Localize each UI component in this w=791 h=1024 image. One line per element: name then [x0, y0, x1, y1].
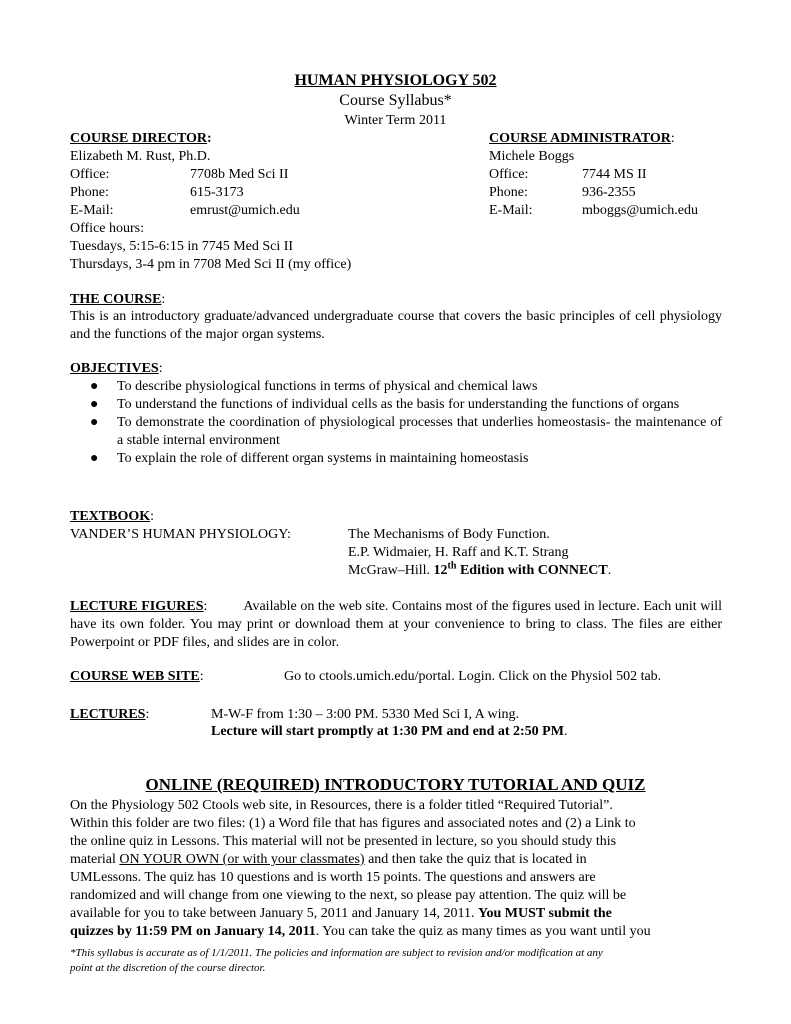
textbook-heading: TEXTBOOK:: [70, 509, 155, 524]
office-hours-thursday: Thursdays, 3-4 pm in 7708 Med Sci II (my office): [70, 257, 352, 272]
administrator-phone: 936-2355: [582, 185, 636, 200]
objectives-heading: OBJECTIVES:: [70, 361, 163, 376]
objective-item: ● To demonstrate the coordination of physiological processes that underlies homeostasis- the maintenance of a stable internal environment: [90, 415, 722, 448]
objective-item: ● To explain the role of different organ systems in maintaining homeostasis: [90, 451, 529, 466]
office-hours-tuesday: Tuesdays, 5:15-6:15 in 7745 Med Sci II: [70, 239, 294, 254]
administrator-email: mboggs@umich.edu: [582, 203, 698, 218]
bullet-icon: ●: [90, 379, 99, 394]
objectives-list: [70, 378, 722, 468]
lectures-heading: LECTURES:: [70, 707, 150, 722]
administrator-name: Michele Boggs: [489, 149, 575, 164]
document-title: HUMAN PHYSIOLOGY 502: [294, 72, 497, 89]
objective-item: ● To describe physiological functions in terms of physical and chemical laws: [90, 379, 538, 394]
director-name: Elizabeth M. Rust, Ph.D.: [70, 149, 211, 164]
tutorial-line: Within this folder are two files: (1) a Word file that has figures and associated notes and (2) a Link to: [70, 816, 636, 831]
lectures-schedule: M-W-F from 1:30 – 3:00 PM. 5330 Med Sci I, A wing.: [211, 707, 520, 722]
tutorial-line: the online quiz in Lessons. This material will not be presented in lecture, so you should study this: [70, 834, 617, 849]
lectures-note: Lecture will start promptly at 1:30 PM and end at 2:50 PM.: [211, 724, 568, 739]
tutorial-line: quizzes by 11:59 PM on January 14, 2011. You can take the quiz as many times as you want until you: [70, 924, 651, 939]
director-heading: COURSE DIRECTOR:: [70, 131, 212, 146]
director-office-label: Office:: [70, 167, 110, 182]
director-email: emrust@umich.edu: [190, 203, 300, 218]
textbook-authors: E.P. Widmaier, H. Raff and K.T. Strang: [348, 545, 569, 560]
tutorial-line: randomized and will change from one viewing to the next, so please pay attention. The quiz will be: [70, 888, 627, 903]
director-phone: 615-3173: [190, 185, 244, 200]
lecture-figures-section: LECTURE FIGURES: Available on the web site. Contains most of the figures used in lecture. Each unit will have its own folder. You may print or download them at your convenience to bring to class. The files are either Powerpoint or PDF files, and slides are in color.: [70, 599, 723, 650]
director-email-label: E-Mail:: [70, 203, 114, 218]
tutorial-heading: ONLINE (REQUIRED) INTRODUCTORY TUTORIAL AND QUIZ: [145, 775, 646, 794]
bullet-icon: ●: [90, 397, 99, 412]
lecture-figures-text: Available on the web site. Contains most of the figures used in lecture. Each unit will have its own folder. You may print or download them at your convenience to bring to class. The files are either Powerpoint or PDF files, and slides are in color.: [70, 599, 723, 650]
tutorial-line: On the Physiology 502 Ctools web site, in Resources, there is a folder titled “Required Tutorial”.: [70, 798, 613, 813]
course-heading: THE COURSE:: [70, 292, 166, 307]
tutorial-body: [70, 797, 730, 941]
lecture-figures-heading: LECTURE FIGURES: [70, 599, 204, 614]
course-description: This is an introductory graduate/advanced undergraduate course that covers the basic principles of cell physiology and the functions of the major organ systems.: [70, 309, 722, 342]
objective-item: ● To understand the functions of individual cells as the basis for understanding the functions of organs: [90, 397, 680, 412]
director-phone-label: Phone:: [70, 185, 109, 200]
document-subtitle: Course Syllabus*: [339, 92, 452, 109]
term-label: Winter Term 2011: [344, 113, 447, 128]
textbook-edition: McGraw–Hill. 12th Edition with CONNECT.: [348, 560, 612, 578]
director-office: 7708b Med Sci II: [190, 167, 289, 182]
bullet-icon: ●: [90, 451, 99, 466]
textbook-subtitle: The Mechanisms of Body Function.: [348, 527, 550, 542]
tutorial-line: UMLessons. The quiz has 10 questions and is worth 15 points. The questions and answers are: [70, 870, 596, 885]
office-hours-label: Office hours:: [70, 221, 144, 236]
administrator-office: 7744 MS II: [582, 167, 647, 182]
web-site-heading: COURSE WEB SITE:: [70, 669, 204, 684]
bullet-icon: ●: [90, 415, 99, 430]
footnote-line: point at the discretion of the course director.: [70, 962, 266, 974]
tutorial-line: material ON YOUR OWN (or with your classmates) and then take the quiz that is located in: [70, 852, 587, 867]
administrator-phone-label: Phone:: [489, 185, 528, 200]
footnote: [70, 946, 730, 976]
administrator-email-label: E-Mail:: [489, 203, 533, 218]
administrator-office-label: Office:: [489, 167, 529, 182]
tutorial-line: available for you to take between January 5, 2011 and January 14, 2011. You MUST submit the: [70, 906, 612, 921]
administrator-heading: COURSE ADMINISTRATOR:: [489, 131, 675, 146]
textbook-title: VANDER’S HUMAN PHYSIOLOGY:: [70, 527, 291, 542]
footnote-line: *This syllabus is accurate as of 1/1/2011. The policies and information are subject to revision and/or modification at any: [70, 947, 603, 959]
web-site-text: Go to ctools.umich.edu/portal. Login. Click on the Physiol 502 tab.: [284, 669, 662, 684]
